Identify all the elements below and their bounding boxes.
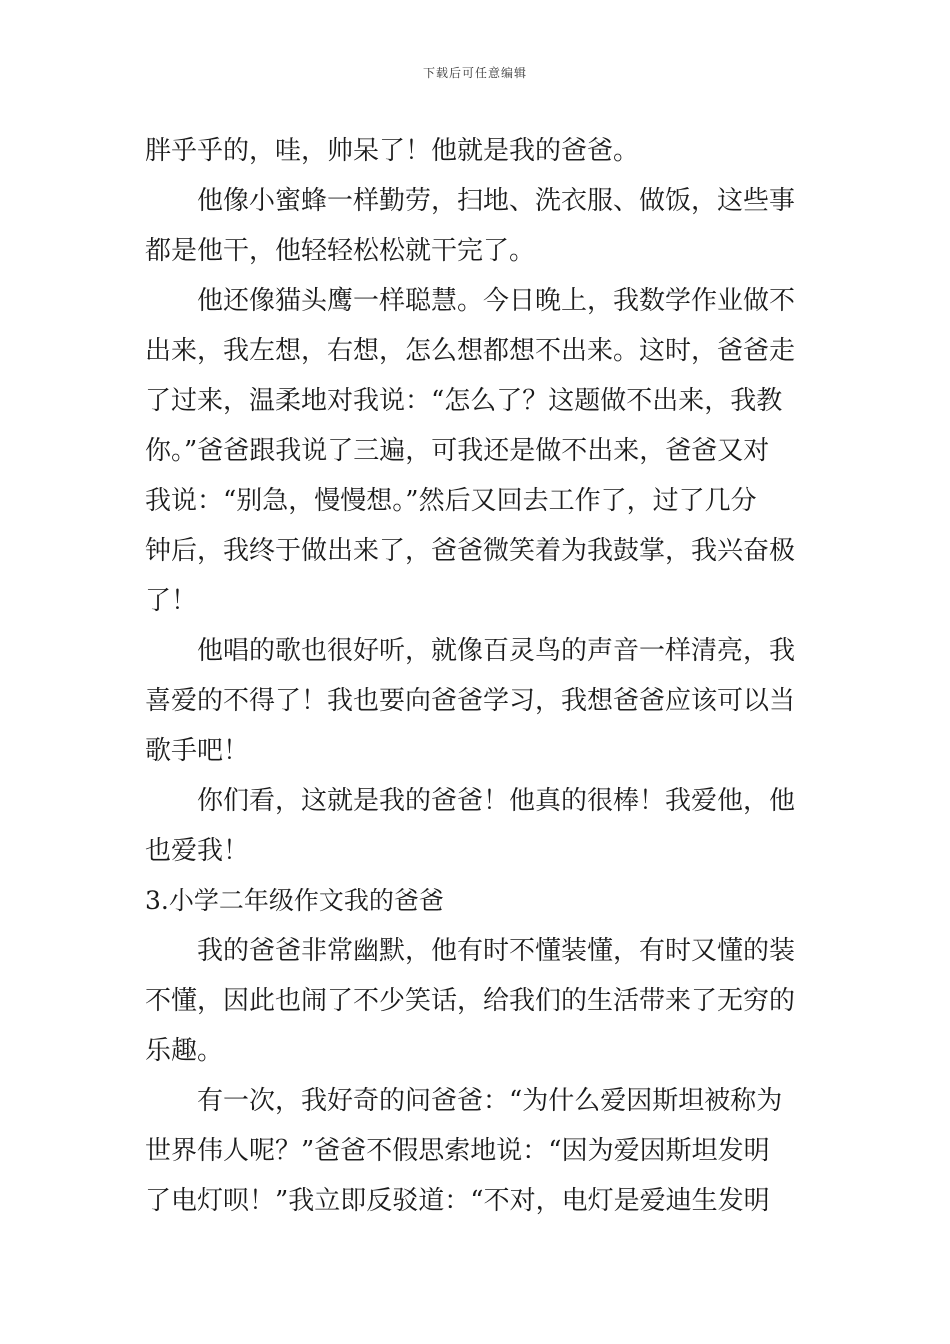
text-line: 歌手吧！ [145,736,250,766]
text-line: 也爱我！ [145,836,250,866]
paragraph-start-line: 他像小蜜蜂一样勤劳，扫地、洗衣服、做饭，这些事 [197,186,796,216]
paragraph-start-line: 有一次，我好奇的问爸爸：“为什么爱因斯坦被称为 [197,1086,783,1116]
document-body [145,126,807,1226]
paragraph-start-line: 他还像猫头鹰一样聪慧。今日晚上，我数学作业做不 [197,286,796,316]
paragraph-start-line: 他唱的歌也很好听，就像百灵鸟的声音一样清亮，我 [197,636,796,666]
text-line: 了！ [145,586,198,616]
text-line: 世界伟人呢？”爸爸不假思索地说：“因为爱因斯坦发明 [145,1136,770,1166]
text-line: 喜爱的不得了！我也要向爸爸学习，我想爸爸应该可以当 [145,686,796,716]
text-line: 了过来，温柔地对我说：“怎么了？这题做不出来，我教 [145,386,783,416]
text-line: 钟后，我终于做出来了，爸爸微笑着为我鼓掌，我兴奋极 [145,536,796,566]
text-line: 不懂，因此也闹了不少笑话，给我们的生活带来了无穷的 [145,986,796,1016]
text-line: 胖乎乎的，哇，帅呆了！他就是我的爸爸。 [145,136,640,166]
text-line: 乐趣。 [145,1036,224,1066]
text-line: 都是他干，他轻轻松松就干完了。 [145,236,536,266]
paragraph-start-line: 我的爸爸非常幽默，他有时不懂装懂，有时又懂的装 [197,936,796,966]
section-heading: 3.小学二年级作文我的爸爸 [145,886,444,915]
text-line: 你。”爸爸跟我说了三遍，可我还是做不出来，爸爸又对 [145,436,770,466]
text-line: 我说：“别急，慢慢想。”然后又回去工作了，过了几分 [145,486,757,516]
text-line: 出来，我左想，右想，怎么想都想不出来。这时，爸爸走 [145,336,796,366]
page-header: 下载后可任意编辑 [422,66,527,80]
paragraph-start-line: 你们看，这就是我的爸爸！他真的很棒！我爱他，他 [197,786,796,816]
text-line: 了电灯呗！”我立即反驳道：“不对，电灯是爱迪生发明 [145,1186,770,1216]
